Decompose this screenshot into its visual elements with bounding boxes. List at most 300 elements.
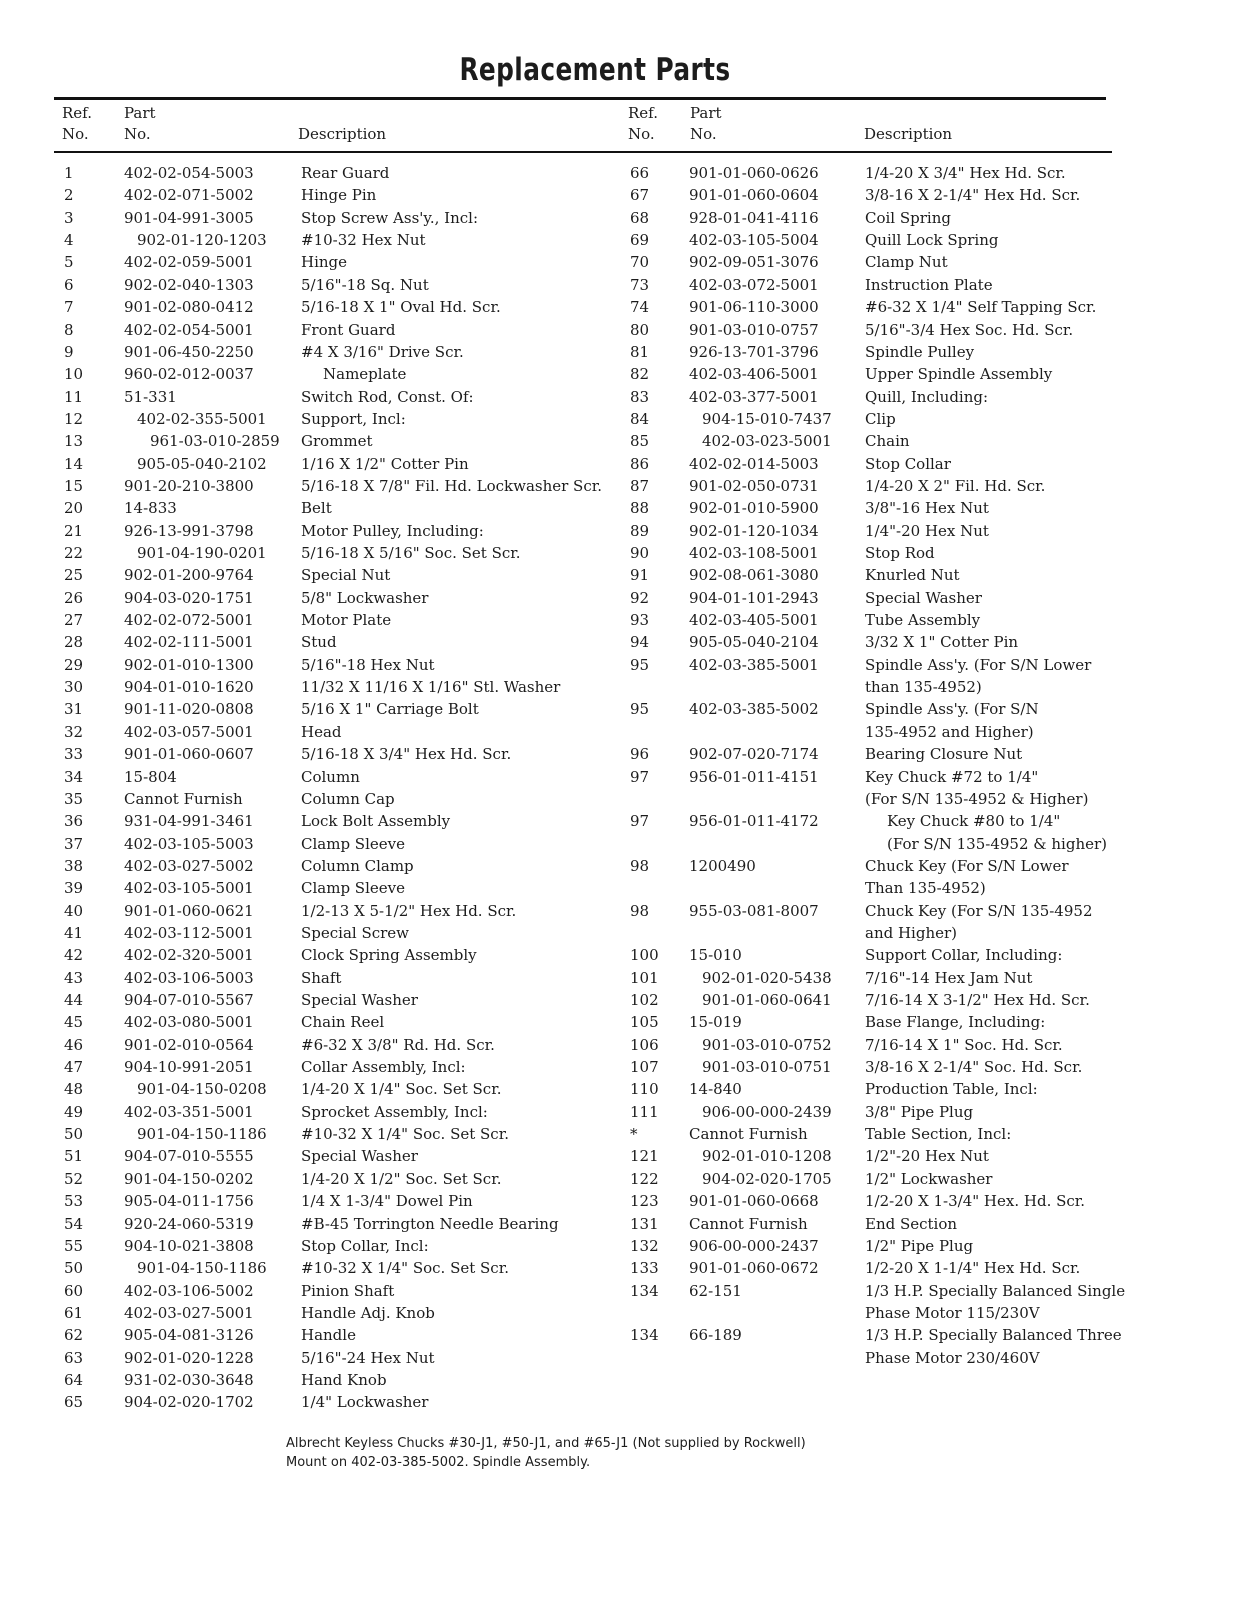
part-number: 905-04-081-3126	[124, 1326, 254, 1345]
part-description: 5/16-18 X 7/8" Fil. Hd. Lockwasher Scr.	[301, 476, 603, 495]
part-number: 901-06-110-3000	[689, 298, 819, 317]
part-number: 901-01-060-0621	[124, 901, 254, 920]
part-description: 1/4" Lockwasher	[301, 1393, 429, 1412]
ref-number: 20	[64, 499, 84, 518]
ref-number: 122	[630, 1169, 659, 1188]
part-description: Shaft	[301, 968, 342, 987]
ref-number: 45	[64, 1013, 84, 1032]
header-rule	[54, 151, 1112, 153]
part-number: 402-03-351-5001	[124, 1102, 254, 1121]
part-description: (For S/N 135-4952 & Higher)	[865, 789, 1089, 808]
part-description: Nameplate	[323, 365, 407, 384]
ref-number: 94	[630, 633, 650, 652]
part-description: 1/2-20 X 1-3/4" Hex. Hd. Scr.	[865, 1192, 1086, 1211]
part-description: Clamp Nut	[865, 253, 948, 272]
part-number: 905-05-040-2102	[137, 454, 267, 473]
top-rule	[54, 97, 1106, 100]
part-description: Pinion Shaft	[301, 1281, 395, 1300]
part-description: 7/16-14 X 3-1/2" Hex Hd. Scr.	[865, 991, 1090, 1009]
part-description: 5/16 X 1" Carriage Bolt	[301, 700, 479, 719]
part-description: Instruction Plate	[865, 275, 993, 294]
ref-number: 33	[64, 745, 84, 764]
ref-number: 41	[64, 923, 84, 942]
ref-number: 10	[64, 365, 84, 384]
part-number: 402-03-108-5001	[689, 544, 819, 562]
left-ref-header: Ref. No.	[62, 104, 92, 143]
ref-number: 32	[64, 722, 84, 741]
part-description: 3/8" Pipe Plug	[865, 1102, 974, 1121]
part-number: 905-05-040-2104	[689, 633, 819, 652]
ref-number: 36	[64, 812, 84, 831]
part-number: 904-02-020-1705	[702, 1169, 832, 1188]
part-number: 402-03-105-5004	[689, 231, 819, 250]
ref-number: 89	[630, 521, 650, 540]
part-number: 901-01-060-0626	[689, 164, 819, 182]
part-description: 1/3 H.P. Specially Balanced Three	[865, 1326, 1122, 1345]
ref-number: 132	[630, 1236, 659, 1255]
part-description: Spindle Ass'y. (For S/N Lower	[865, 655, 1092, 674]
ref-number: 7	[64, 298, 74, 317]
ref-number: 100	[630, 946, 659, 965]
part-number: 901-03-010-0757	[689, 320, 819, 339]
ref-number: 74	[630, 298, 650, 317]
part-number: 901-06-450-2250	[124, 342, 254, 361]
part-description: 3/32 X 1" Cotter Pin	[865, 633, 1019, 652]
part-description: #6-32 X 3/8" Rd. Hd. Scr.	[301, 1035, 495, 1054]
part-number: 904-01-101-2943	[689, 588, 819, 607]
part-description: Motor Pulley, Including:	[301, 521, 484, 540]
part-description: Upper Spindle Assembly	[865, 365, 1053, 384]
part-number: 928-01-041-4116	[689, 208, 819, 227]
part-description: and Higher)	[865, 923, 958, 942]
part-description: Hinge	[301, 253, 348, 272]
part-description: 1/4 X 1-3/4" Dowel Pin	[301, 1192, 473, 1211]
ref-number: *	[630, 1125, 638, 1144]
part-number: 402-03-106-5003	[124, 968, 254, 987]
part-description: 1/2" Pipe Plug	[865, 1236, 974, 1255]
part-number: 14-833	[124, 499, 177, 518]
part-number: 901-01-060-0641	[702, 991, 832, 1009]
ref-number: 101	[630, 968, 659, 987]
part-description: Stop Screw Ass'y., Incl:	[301, 208, 479, 227]
part-description: 3/8-16 X 2-1/4" Hex Hd. Scr.	[865, 186, 1081, 205]
footnote-line: Mount on 402-03-385-5002. Spindle Assembly.	[286, 1455, 591, 1470]
part-description: Sprocket Assembly, Incl:	[301, 1102, 488, 1121]
ref-number: 110	[630, 1080, 659, 1099]
part-number: 902-02-040-1303	[124, 275, 254, 294]
ref-number: 13	[64, 432, 84, 451]
part-description: Phase Motor 115/230V	[865, 1303, 1040, 1322]
part-number: 902-01-020-5438	[702, 968, 832, 987]
part-number: 906-00-000-2439	[702, 1102, 832, 1121]
part-number: 901-04-190-0201	[137, 544, 267, 562]
part-number: 926-13-701-3796	[689, 342, 819, 361]
part-description: 3/8"-16 Hex Nut	[865, 499, 989, 518]
ref-number: 106	[630, 1035, 659, 1054]
part-number: 901-04-991-3005	[124, 208, 254, 227]
ref-number: 37	[64, 834, 84, 853]
ref-number: 55	[64, 1236, 84, 1255]
ref-number: 31	[64, 700, 84, 719]
part-number: 902-01-020-1228	[124, 1348, 254, 1367]
ref-number: 111	[630, 1102, 659, 1121]
part-description: Clock Spring Assembly	[301, 946, 477, 965]
ref-number: 49	[64, 1102, 84, 1121]
ref-number: 39	[64, 879, 84, 898]
ref-number: 27	[64, 611, 84, 629]
ref-number: 14	[64, 454, 84, 473]
ref-number: 95	[630, 655, 650, 674]
ref-number: 80	[630, 320, 650, 339]
part-number: 901-02-050-0731	[689, 476, 819, 495]
part-description: Clamp Sleeve	[301, 879, 405, 898]
part-description: (For S/N 135-4952 & higher)	[887, 834, 1108, 853]
part-description: Hinge Pin	[301, 186, 377, 205]
part-description: Collar Assembly, Incl:	[301, 1058, 466, 1076]
part-description: 5/16-18 X 5/16" Soc. Set Scr.	[301, 544, 521, 562]
part-description: Chain Reel	[301, 1013, 385, 1032]
ref-number: 30	[64, 678, 84, 697]
ref-number: 83	[630, 387, 650, 406]
ref-number: 63	[64, 1348, 84, 1367]
part-number: 402-03-072-5001	[689, 275, 819, 294]
ref-number: 50	[64, 1259, 84, 1278]
part-number: 901-02-010-0564	[124, 1035, 254, 1054]
right-ref-header: Ref. No.	[628, 104, 658, 143]
part-number: 402-03-105-5003	[124, 834, 254, 853]
ref-number: 44	[64, 991, 84, 1009]
ref-number: 90	[630, 544, 650, 562]
ref-number: 70	[630, 253, 650, 272]
ref-number: 51	[64, 1147, 84, 1166]
part-description: 1/4-20 X 1/2" Soc. Set Scr.	[301, 1169, 502, 1188]
part-description: #6-32 X 1/4" Self Tapping Scr.	[865, 298, 1097, 317]
part-description: Rear Guard	[301, 164, 390, 182]
ref-number: 84	[630, 409, 650, 428]
part-number: 402-02-014-5003	[689, 454, 819, 473]
part-description: Key Chuck #72 to 1/4"	[865, 767, 1039, 786]
part-number: 402-03-385-5001	[689, 655, 819, 674]
part-description: 1/4-20 X 2" Fil. Hd. Scr.	[865, 476, 1046, 495]
part-description: #10-32 Hex Nut	[301, 231, 426, 250]
part-number: 402-03-105-5001	[124, 879, 254, 898]
left-part-header: Part No.	[124, 104, 156, 143]
right-description-header: Description	[864, 125, 953, 143]
part-description: Special Washer	[301, 991, 418, 1009]
ref-number: 121	[630, 1147, 659, 1166]
part-number: 901-01-060-0668	[689, 1192, 819, 1211]
part-description: Handle	[301, 1326, 356, 1345]
part-description: Quill Lock Spring	[865, 231, 999, 250]
ref-number: 98	[630, 901, 650, 920]
part-description: Special Nut	[301, 566, 391, 585]
part-number: 904-15-010-7437	[702, 409, 832, 428]
footnote	[286, 1434, 886, 1472]
part-number: 402-03-106-5002	[124, 1281, 254, 1300]
part-description: than 135-4952)	[865, 678, 982, 697]
part-description: #10-32 X 1/4" Soc. Set Scr.	[301, 1259, 509, 1278]
ref-number: 82	[630, 365, 650, 384]
ref-number: 34	[64, 767, 84, 786]
part-description: Chuck Key (For S/N 135-4952	[865, 901, 1093, 920]
part-number: 1200490	[689, 856, 756, 875]
part-number: 15-019	[689, 1013, 742, 1032]
part-description: 1/2-20 X 1-1/4" Hex Hd. Scr.	[865, 1259, 1081, 1278]
part-description: Support Collar, Including:	[865, 946, 1063, 965]
part-number: 904-10-991-2051	[124, 1058, 254, 1076]
part-number: 902-07-020-7174	[689, 745, 819, 764]
part-number: 902-09-051-3076	[689, 253, 819, 272]
part-number: 402-02-071-5002	[124, 186, 254, 205]
ref-number: 88	[630, 499, 650, 518]
ref-number: 43	[64, 968, 84, 987]
part-description: 5/8" Lockwasher	[301, 588, 429, 607]
ref-number: 11	[64, 387, 84, 406]
part-number: 902-01-010-1208	[702, 1147, 832, 1166]
part-description: Quill, Including:	[865, 387, 989, 406]
part-number: 904-02-020-1702	[124, 1393, 254, 1412]
ref-number: 3	[64, 208, 74, 227]
part-description: Bearing Closure Nut	[865, 745, 1023, 764]
part-number: 402-02-320-5001	[124, 946, 254, 965]
part-description: Production Table, Incl:	[865, 1080, 1038, 1099]
part-number: Cannot Furnish	[689, 1125, 808, 1144]
ref-number: 35	[64, 789, 84, 808]
part-number: 15-804	[124, 767, 177, 786]
ref-number: 48	[64, 1080, 84, 1099]
footnote-line: Albrecht Keyless Chucks #30-J1, #50-J1, and #65-J1 (Not supplied by Rockwell)	[286, 1436, 806, 1451]
part-number: 402-03-405-5001	[689, 611, 819, 629]
part-description: 1/3 H.P. Specially Balanced Single	[865, 1281, 1126, 1300]
part-description: Than 135-4952)	[865, 879, 986, 898]
part-number: 901-04-150-1186	[137, 1125, 267, 1144]
part-number: 402-03-027-5001	[124, 1303, 254, 1322]
part-description: 1/4"-20 Hex Nut	[865, 521, 989, 540]
ref-number: 81	[630, 342, 650, 361]
part-number: 904-07-010-5555	[124, 1147, 254, 1166]
ref-number: 15	[64, 476, 84, 495]
left-description-header: Description	[298, 125, 387, 143]
ref-number: 134	[630, 1281, 659, 1300]
ref-number: 53	[64, 1192, 84, 1211]
part-number: 402-03-112-5001	[124, 923, 254, 942]
ref-number: 69	[630, 231, 650, 250]
part-description: Coil Spring	[865, 208, 951, 227]
part-description: 5/16"-18 Hex Nut	[301, 655, 435, 674]
ref-number: 26	[64, 588, 84, 607]
ref-number: 46	[64, 1035, 84, 1054]
part-description: Handle Adj. Knob	[301, 1303, 435, 1322]
part-description: #4 X 3/16" Drive Scr.	[301, 342, 464, 361]
part-description: Phase Motor 230/460V	[865, 1348, 1040, 1367]
part-description: 5/16"-3/4 Hex Soc. Hd. Scr.	[865, 320, 1074, 339]
part-description: 3/8-16 X 2-1/4" Soc. Hd. Scr.	[865, 1058, 1083, 1076]
part-description: 7/16"-14 Hex Jam Nut	[865, 968, 1033, 987]
part-number: 15-010	[689, 946, 742, 965]
part-description: Support, Incl:	[301, 409, 406, 428]
part-number: 402-02-111-5001	[124, 633, 254, 652]
part-description: Special Screw	[301, 923, 410, 942]
part-description: Column Clamp	[301, 856, 414, 875]
ref-number: 42	[64, 946, 84, 965]
ref-number: 6	[64, 275, 74, 294]
part-number: 402-03-027-5002	[124, 856, 254, 875]
ref-number: 66	[630, 164, 650, 182]
part-number: 66-189	[689, 1326, 742, 1345]
ref-number: 38	[64, 856, 84, 875]
ref-number: 102	[630, 991, 659, 1009]
part-description: Head	[301, 722, 342, 741]
part-number: 904-03-020-1751	[124, 588, 254, 607]
part-number: 402-02-054-5003	[124, 164, 254, 182]
part-number: 961-03-010-2859	[150, 432, 280, 451]
part-description: Grommet	[301, 432, 373, 451]
ref-number: 9	[64, 342, 74, 361]
part-description: Key Chuck #80 to 1/4"	[887, 812, 1061, 831]
part-number: 901-01-060-0672	[689, 1259, 819, 1278]
ref-number: 92	[630, 588, 650, 607]
part-number: 901-11-020-0808	[124, 700, 254, 719]
ref-number: 29	[64, 655, 84, 674]
part-number: 904-10-021-3808	[124, 1236, 254, 1255]
ref-number: 60	[64, 1281, 84, 1300]
ref-number: 133	[630, 1259, 659, 1278]
part-number: 901-04-150-0208	[137, 1080, 267, 1099]
ref-number: 12	[64, 409, 84, 428]
ref-number: 87	[630, 476, 650, 495]
ref-number: 86	[630, 454, 650, 473]
part-number: 901-01-060-0607	[124, 745, 254, 764]
ref-number: 2	[64, 186, 74, 205]
ref-number: 1	[64, 164, 74, 182]
part-number: 931-02-030-3648	[124, 1370, 254, 1389]
part-description: Front Guard	[301, 320, 396, 339]
part-number: 402-02-072-5001	[124, 611, 254, 629]
part-number: 955-03-081-8007	[689, 901, 819, 920]
ref-number: 68	[630, 208, 650, 227]
part-number: 902-01-200-9764	[124, 566, 254, 585]
ref-number: 96	[630, 745, 650, 764]
part-description: Knurled Nut	[865, 566, 960, 585]
ref-number: 28	[64, 633, 84, 652]
ref-number: 62	[64, 1326, 84, 1345]
part-number: 402-03-406-5001	[689, 365, 819, 384]
part-number: 902-01-120-1034	[689, 521, 819, 540]
part-description: Switch Rod, Const. Of:	[301, 387, 474, 406]
part-number: 402-03-385-5002	[689, 700, 819, 719]
ref-number: 73	[630, 275, 650, 294]
part-description: 1/4-20 X 3/4" Hex Hd. Scr.	[865, 164, 1066, 182]
part-number: 902-08-061-3080	[689, 566, 819, 585]
part-description: 11/32 X 11/16 X 1/16" Stl. Washer	[301, 678, 561, 697]
ref-number: 8	[64, 320, 74, 339]
ref-number: 123	[630, 1192, 659, 1211]
ref-number: 98	[630, 856, 650, 875]
part-number: 902-01-010-1300	[124, 655, 254, 674]
part-description: Stop Rod	[865, 544, 935, 562]
part-description: Clip	[865, 409, 896, 428]
part-description: 1/2-13 X 5-1/2" Hex Hd. Scr.	[301, 901, 517, 920]
part-description: Chuck Key (For S/N Lower	[865, 856, 1069, 875]
part-description: Spindle Ass'y. (For S/N	[865, 700, 1039, 719]
part-description: Motor Plate	[301, 611, 392, 629]
part-description: End Section	[865, 1214, 958, 1233]
part-number: 904-07-010-5567	[124, 991, 254, 1009]
ref-number: 25	[64, 566, 84, 585]
part-number: 904-01-010-1620	[124, 678, 254, 697]
part-description: 1/2"-20 Hex Nut	[865, 1147, 989, 1166]
part-number: 62-151	[689, 1281, 742, 1300]
ref-number: 67	[630, 186, 650, 205]
ref-number: 65	[64, 1393, 84, 1412]
part-number: Cannot Furnish	[124, 789, 243, 808]
page-title: Replacement Parts	[459, 52, 731, 88]
part-number: 901-03-010-0751	[702, 1058, 832, 1076]
part-description: 7/16-14 X 1" Soc. Hd. Scr.	[865, 1035, 1063, 1054]
ref-number: 40	[64, 901, 84, 920]
ref-number: 93	[630, 611, 650, 629]
part-description: 1/4-20 X 1/4" Soc. Set Scr.	[301, 1080, 502, 1099]
ref-number: 105	[630, 1013, 659, 1032]
part-description: Chain	[865, 432, 910, 451]
ref-number: 5	[64, 253, 74, 272]
part-number: 402-02-059-5001	[124, 253, 254, 272]
part-number: 402-02-054-5001	[124, 320, 254, 339]
part-description: #B-45 Torrington Needle Bearing	[301, 1214, 559, 1233]
part-number: 901-02-080-0412	[124, 298, 254, 317]
part-number: 956-01-011-4172	[689, 812, 819, 831]
part-description: Column	[301, 767, 360, 786]
part-number: 901-01-060-0604	[689, 186, 819, 205]
part-number: 902-01-120-1203	[137, 231, 267, 250]
ref-number: 61	[64, 1303, 84, 1322]
part-description: 5/16-18 X 1" Oval Hd. Scr.	[301, 298, 501, 317]
ref-number: 54	[64, 1214, 84, 1233]
part-number: 901-04-150-0202	[124, 1169, 254, 1188]
right-part-header: Part No.	[690, 104, 722, 143]
ref-number: 95	[630, 700, 650, 719]
ref-number: 47	[64, 1058, 84, 1076]
ref-number: 64	[64, 1370, 84, 1389]
ref-number: 21	[64, 521, 84, 540]
ref-number: 22	[64, 544, 84, 562]
part-description: Belt	[301, 499, 332, 518]
ref-number: 134	[630, 1326, 659, 1345]
part-number: 402-03-080-5001	[124, 1013, 254, 1032]
part-description: Lock Bolt Assembly	[301, 812, 451, 831]
part-number: 960-02-012-0037	[124, 365, 254, 384]
part-description: 1/2" Lockwasher	[865, 1169, 993, 1188]
part-number: 901-03-010-0752	[702, 1035, 832, 1054]
ref-number: 91	[630, 566, 650, 585]
part-description: Stop Collar	[865, 454, 951, 473]
ref-number: 4	[64, 231, 74, 250]
part-number: 402-03-377-5001	[689, 387, 819, 406]
part-number: 51-331	[124, 387, 177, 406]
part-number: 920-24-060-5319	[124, 1214, 254, 1233]
part-number: 906-00-000-2437	[689, 1236, 819, 1255]
ref-number: 131	[630, 1214, 659, 1233]
ref-number: 52	[64, 1169, 84, 1188]
part-number: 956-01-011-4151	[689, 767, 819, 786]
part-number: 402-03-023-5001	[702, 432, 832, 451]
part-description: 5/16"-24 Hex Nut	[301, 1348, 435, 1367]
part-description: Stud	[301, 633, 337, 652]
part-description: 5/16-18 X 3/4" Hex Hd. Scr.	[301, 745, 512, 764]
part-description: #10-32 X 1/4" Soc. Set Scr.	[301, 1125, 509, 1144]
part-description: 1/16 X 1/2" Cotter Pin	[301, 454, 469, 473]
part-description: Table Section, Incl:	[865, 1125, 1012, 1144]
